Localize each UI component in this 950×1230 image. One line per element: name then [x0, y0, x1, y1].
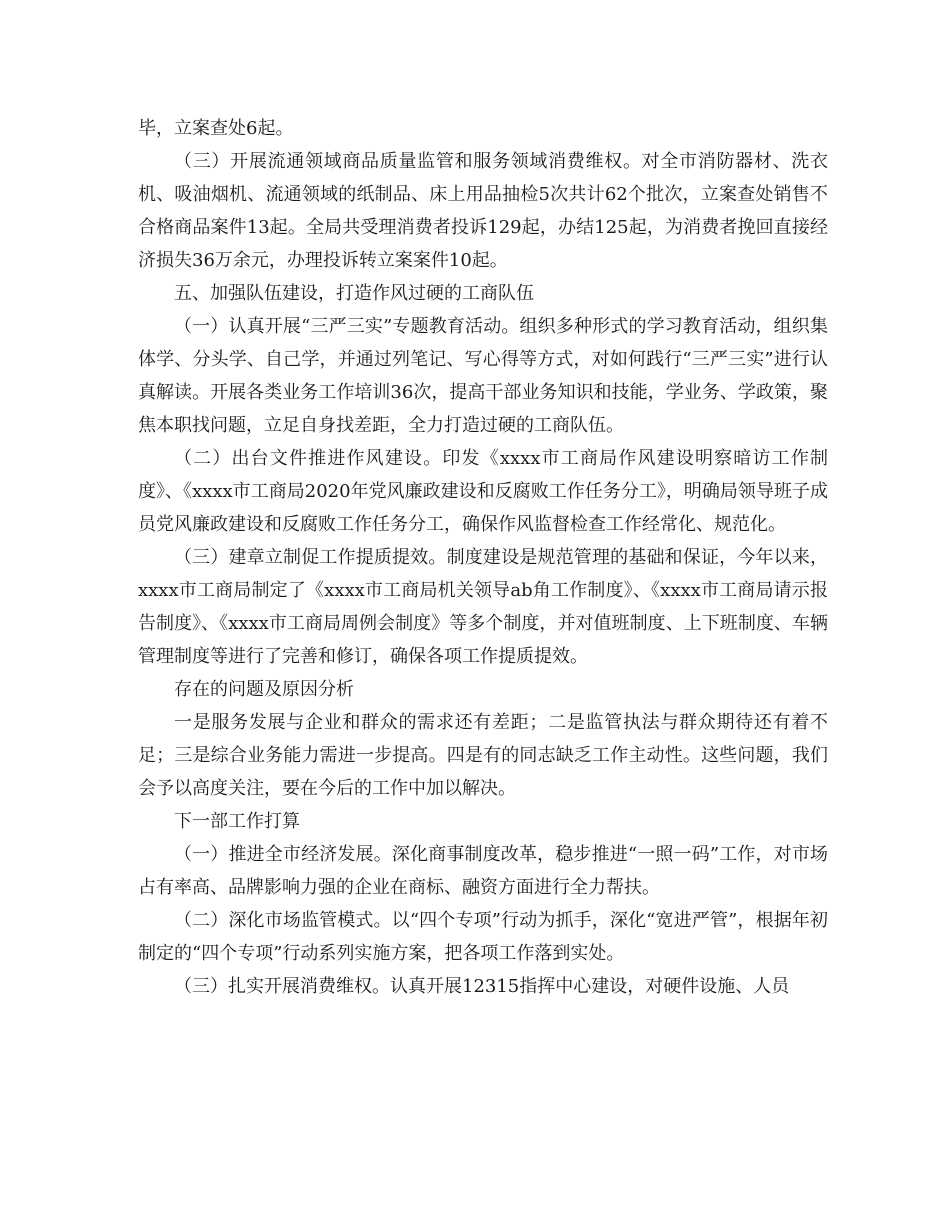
- paragraph-consumer-rights: （三）扎实开展消费维权。认真开展12315指挥中心建设，对硬件设施、人员: [174, 976, 790, 997]
- paragraph-market-supervision: （二）深化市场监管模式。以“四个专项”行动为抓手，深化“宽进严管”，根据年初制定的“四个专项”行动系列实施方案，把各项工作落到实处。: [138, 910, 828, 964]
- paragraph-education-activity: （一）认真开展“三严三实”专题教育活动。组织多种形式的学习教育活动，组织集体学、分头学、自己学，并通过列笔记、写心得等方式，对如何践行“三严三实”进行认真解读。开展各类业务工作培训36次，提高干部业务知识和技能，学业务、学政策，聚焦本职找问题，立足自身找差距，全力打造过硬的工商队伍。: [138, 316, 828, 436]
- paragraph-regulations: （三）建章立制促工作提质提效。制度建设是规范管理的基础和保证，今年以来，xxxx市工商局制定了《xxxx市工商局机关领导ab角工作制度》、《xxxx市工商局请示报告制度》、《xxxx市工商局周例会制度》等多个制度，并对值班制度、上下班制度、车辆管理制度等进行了完善和修订，确保各项工作提质提效。: [138, 547, 828, 667]
- paragraph-continuation: 毕，立案查处6起。: [138, 118, 294, 139]
- section-heading-problems: 存在的问题及原因分析: [174, 679, 354, 700]
- paragraph-economic-development: （一）推进全市经济发展。深化商事制度改革，稳步推进“一照一码”工作，对市场占有率高、品牌影响力强的企业在商标、融资方面进行全力帮扶。: [138, 844, 828, 898]
- section-heading-next-plan: 下一部工作打算: [174, 811, 300, 832]
- paragraph-problems: 一是服务发展与企业和群众的需求还有差距；二是监管执法与群众期待还有着不足；三是综合业务能力需进一步提高。四是有的同志缺乏工作主动性。这些问题，我们会予以高度关注，要在今后的工作中加以解决。: [138, 712, 828, 799]
- paragraph-circulation-quality: （三）开展流通领域商品质量监管和服务领域消费维权。对全市消防器材、洗衣机、吸油烟机、流通领域的纸制品、床上用品抽检5次共计62个批次，立案查处销售不合格商品案件13起。全局共受理消费者投诉129起，办结125起，为消费者挽回直接经济损失36万余元，办理投诉转立案案件10起。: [138, 151, 828, 271]
- section-heading-team-building: 五、加强队伍建设，打造作风过硬的工商队伍: [174, 283, 534, 304]
- document-body: [138, 112, 828, 1003]
- paragraph-work-style: （二）出台文件推进作风建设。印发《xxxx市工商局作风建设明察暗访工作制度》、《xxxx市工商局2020年党风廉政建设和反腐败工作任务分工》，明确局领导班子成员党风廉政建设和反腐败工作任务分工，确保作风监督检查工作经常化、规范化。: [138, 448, 828, 535]
